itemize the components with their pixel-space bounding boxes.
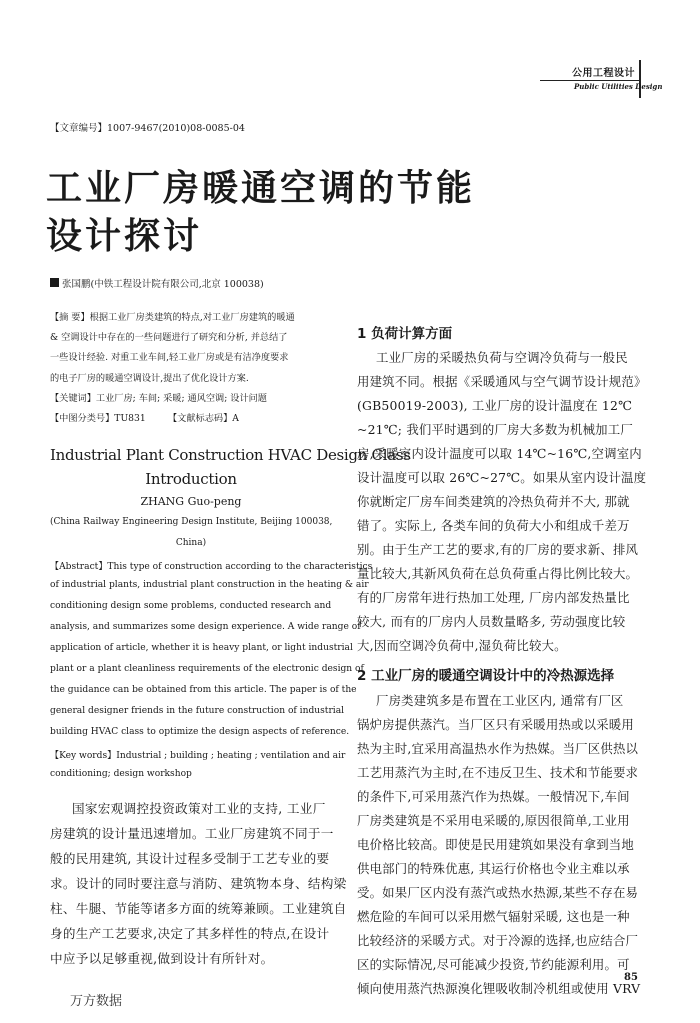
body-paragraph-line: 求。设计的同时要注意与消防、建筑物本身、结构梁 xyxy=(50,876,347,891)
abstract-cn-line: 的电子厂房的暖通空调设计,提出了优化设计方案. xyxy=(50,373,249,384)
doc-code: 【文献标志码】A xyxy=(168,413,239,424)
abstract-cn-line: 一些设计经验. 对重工业车间,轻工业厂房或是有洁净度要求 xyxy=(50,352,289,363)
section-2-line: 供电部门的特殊优惠, 其运行价格也令业主难以承 xyxy=(357,861,630,876)
section-1-line: 用建筑不同。根据《采暖通风与空气调节设计规范》 xyxy=(357,374,647,389)
abstract-en-line: 【Abstract】This type of construction according to the characteristics xyxy=(50,562,373,572)
section-2-line: 工艺用蒸汽为主时,在不违反卫生、技术和节能要求 xyxy=(357,765,639,780)
keywords-en-cont: conditioning; design workshop xyxy=(50,769,192,779)
section-2-line: 比较经济的采暖方式。对于冷源的选择,也应结合厂 xyxy=(357,933,639,948)
section-1-line: 量比较大,其新风负荷在总负荷重占得比例比较大。 xyxy=(357,566,639,581)
author-line: 张国鹏(中铁工程设计院有限公司,北京 100038) xyxy=(62,279,264,290)
article-number: 【文章编号】1007-9467(2010)08-0085-04 xyxy=(50,123,245,134)
title-line-1: 工业厂房暖通空调的节能 xyxy=(46,168,476,209)
section-2-line: 区的实际情况,尽可能减少投资,节约能源利用。可 xyxy=(357,957,630,972)
abstract-en-line: general designer friends in the future construction of industrial xyxy=(50,706,345,716)
english-title-line-1: Industrial Plant Construction HVAC Design Class xyxy=(50,446,411,464)
header-rule xyxy=(540,80,640,81)
body-paragraph-line: 房建筑的设计量迅速增加。工业厂房建筑不同于一 xyxy=(50,826,334,841)
body-paragraph-line: 中应予以足够重视,做到设计有所针对。 xyxy=(50,951,274,966)
abstract-en-line: conditioning design some problems, conducted research and xyxy=(50,601,332,611)
section-2-line: 的条件下,可采用蒸汽作为热媒。一般情况下,车间 xyxy=(357,789,630,804)
english-author: ZHANG Guo-peng xyxy=(140,495,242,508)
abstract-en-line: application of article, whether it is heavy plant, or light industrial xyxy=(50,643,353,653)
section-1-line: 别。由于生产工艺的要求,有的厂房的要求新、排风 xyxy=(357,542,639,557)
body-paragraph-line: 身的生产工艺要求,决定了其多样性的特点,在设计 xyxy=(50,926,330,941)
section-2-line: 锅炉房提供蒸汽。当厂区只有采暖用热或以采暖用 xyxy=(357,717,634,732)
section-1-line: 你就断定厂房车间类建筑的冷热负荷并不大, 那就 xyxy=(357,494,630,509)
clc-number: 【中图分类号】TU831 xyxy=(50,413,146,424)
section-2-line: 燃危险的车间可以采用燃气辐射采暖, 这也是一种 xyxy=(357,909,630,924)
english-affiliation-line-2: China) xyxy=(175,538,207,548)
abstract-en-line: building HVAC class to optimize the design aspects of reference. xyxy=(50,727,350,737)
section-1-line: (GB50019-2003), 工业厂房的设计温度在 12℃ xyxy=(357,398,633,413)
section-2-line: 热为主时,宜采用高温热水作为热媒。当厂区供热以 xyxy=(357,741,639,756)
section-1-heading: 1 负荷计算方面 xyxy=(357,326,453,342)
section-1-line: 房,采暖室内设计温度可以取 14℃~16℃,空调室内 xyxy=(357,446,642,461)
section-1-line: 有的厂房常年进行热加工处理, 厂房内部发热量比 xyxy=(357,590,630,605)
watermark: 万方数据 xyxy=(70,994,123,1009)
abstract-en-line: the guidance can be obtained from this article. The paper is of the xyxy=(50,685,357,695)
journal-name-en: Public Utilities Design xyxy=(574,82,663,91)
section-1-line: 设计温度可以取 26℃~27℃。如果从室内设计温度 xyxy=(357,470,647,485)
keywords-cn: 【关键词】工业厂房; 车间; 采暖; 通风空调; 设计问题 xyxy=(50,393,267,404)
section-2-line: 受。如果厂区内没有蒸汽或热水热源,某些不存在易 xyxy=(357,885,639,900)
section-2-line: 电价格比较高。即使是民用建筑如果没有拿到当地 xyxy=(357,837,634,852)
section-2-line: 厂房类建筑是不采用电采暖的,原因很简单,工业用 xyxy=(357,813,630,828)
abstract-cn-line: & 空调设计中存在的一些问题进行了研究和分析, 并总结了 xyxy=(50,332,288,343)
abstract-en-line: plant or a plant cleanliness requirements of the electronic design of xyxy=(50,664,364,674)
section-2-heading: 2 工业厂房的暖通空调设计中的冷热源选择 xyxy=(357,668,615,684)
journal-name-cn: 公用工程设计 xyxy=(572,68,635,79)
section-1-line: 大,因而空调冷负荷中,湿负荷比较大。 xyxy=(357,638,567,653)
section-2-line: 倾向使用蒸汽热源溴化锂吸收制冷机组或使用 VRV xyxy=(357,981,641,996)
english-affiliation-line-1: (China Railway Engineering Design Institute, Beijing 100038, xyxy=(50,517,333,527)
header-bar xyxy=(639,60,641,98)
section-1-line: 工业厂房的采暖热负荷与空调冷负荷与一般民 xyxy=(376,350,628,365)
section-1-line: 较大, 而有的厂房内人员数量略多, 劳动强度比较 xyxy=(357,614,626,629)
keywords-en: 【Key words】Industrial ; building ; heating ; ventilation and air xyxy=(50,751,346,761)
body-paragraph-line: 柱、牛腿、节能等诸多方面的统筹兼顾。工业建筑自 xyxy=(50,901,347,916)
author-marker xyxy=(50,278,59,287)
section-2-line: 厂房类建筑多是布置在工业区内, 通常有厂区 xyxy=(376,693,624,708)
section-1-line: 错了。实际上, 各类车间的负荷大小和组成千差万 xyxy=(357,518,630,533)
english-title-line-2: Introduction xyxy=(145,470,237,488)
abstract-cn-line: 【摘 要】根据工业厂房类建筑的特点,对工业厂房建筑的暖通 xyxy=(50,312,295,323)
title-line-2: 设计探讨 xyxy=(46,216,203,257)
body-paragraph-line: 国家宏观调控投资政策对工业的支持, 工业厂 xyxy=(72,801,326,816)
abstract-en-line: of industrial plants, industrial plant construction in the heating & air xyxy=(50,580,369,590)
page-number: 85 xyxy=(624,972,638,983)
body-paragraph-line: 般的民用建筑, 其设计过程多受制于工艺专业的要 xyxy=(50,851,330,866)
abstract-en-line: analysis, and summarizes some design experience. A wide range of xyxy=(50,622,361,632)
section-1-line: ~21℃; 我们平时遇到的厂房大多数为机械加工厂 xyxy=(357,422,633,437)
